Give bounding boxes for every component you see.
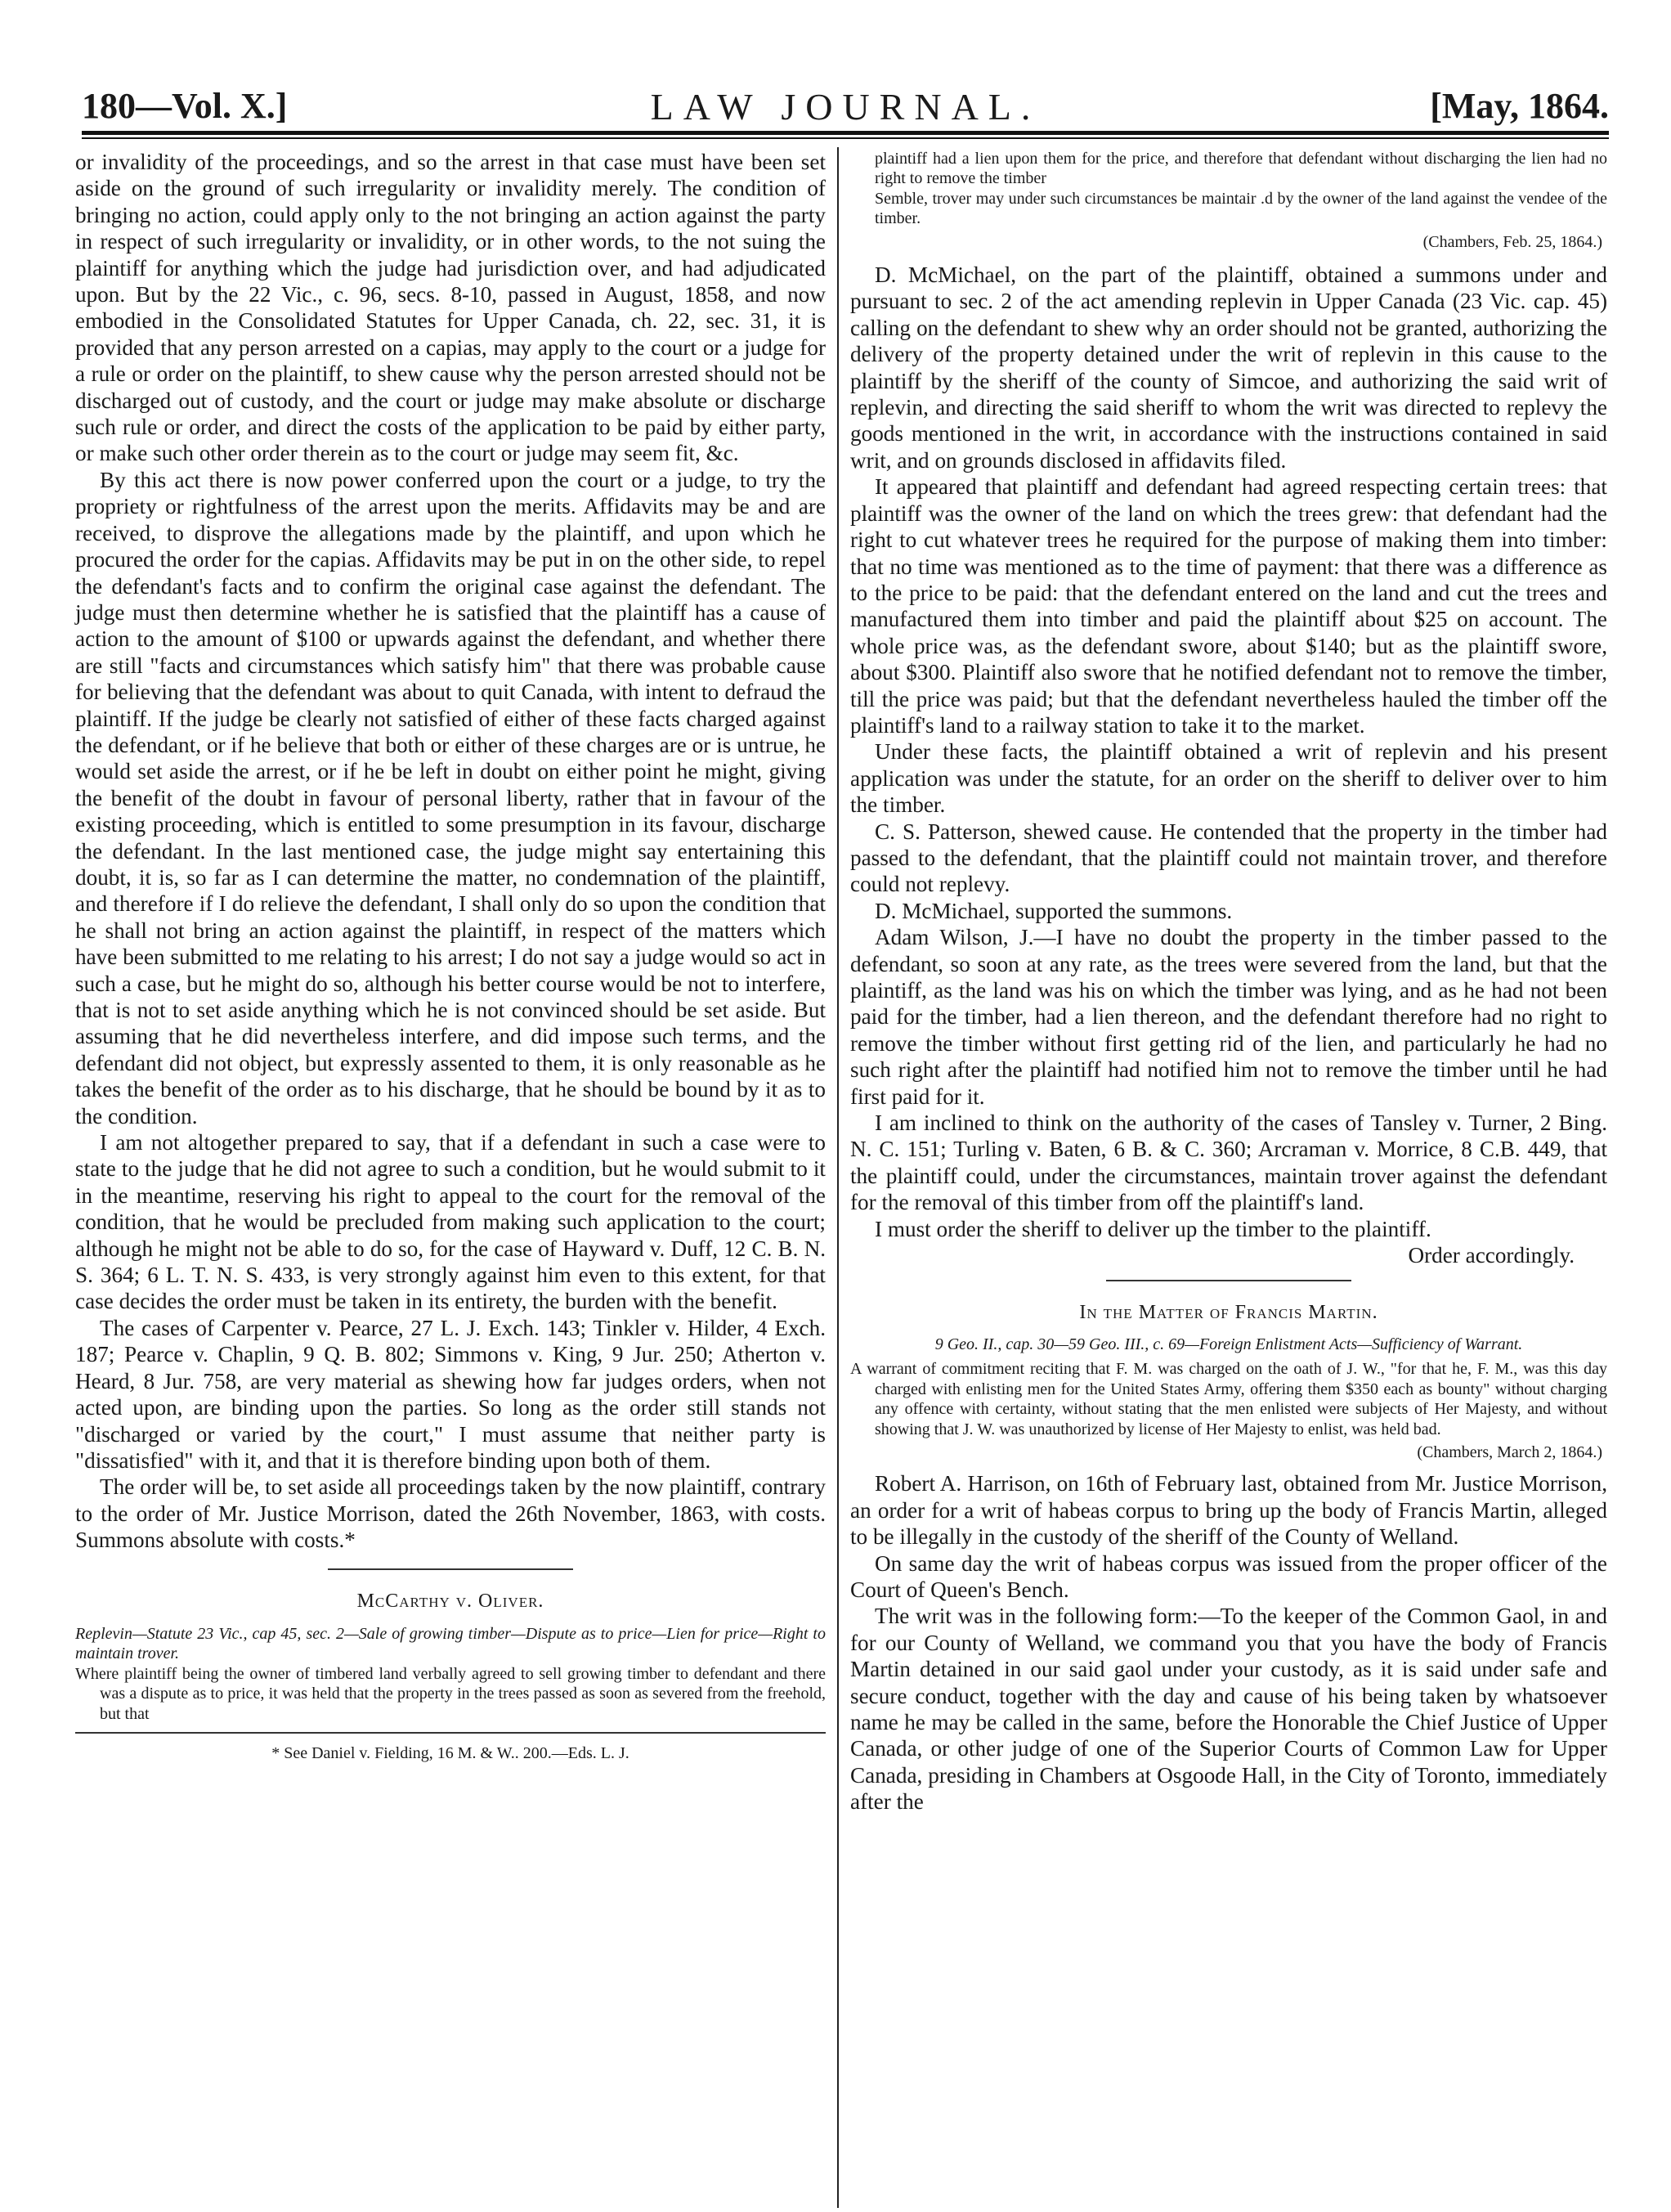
page-header	[82, 85, 1609, 134]
paragraph: By this act there is now power conferred upon the court or a judge, to try the propriety or rightfulness of the arrest upon the merits. Affidavits may be and are received, to disprove the allegations made by the plaintiff, and upon which he procured the order for the capias. Affidavits may be put in on the other side, to repel the defendant's facts and to confirm the original case against the defendant. The judge must then determine whether he is satisfied that the plaintiff has a cause of action to the amount of $100 or upwards against the defendant, and whether there are still "facts and circumstances which satisfy him" that there was probable cause for believing that the defendant was about to quit Canada, with intent to defraud the plaintiff. If the judge be clearly not satisfied of either of these facts charged against the defendant, or if he believe that both or either of these charges are or is untrue, he would set aside the arrest, or if he be left in doubt on either point he might, giving the benefit of the doubt in favour of personal liberty, rather that in favour of the existing proceeding, which is entitled to some presumption in its favour, discharge the defendant. In the last mentioned case, the judge might say entertaining this doubt, it is, so far as I can determine the matter, no condemnation of the plaintiff, and therefore if I do relieve the defendant, I shall only do so upon the condition that he shall not bring an action against the plaintiff, in respect of the matters which have been submitted to me relating to his arrest; I do not say a judge would so act in such a case, but he might do so, although his better course would be not to interfere, that is not to set aside anything which he is not convinced should be set aside. But assuming that he did nevertheless interfere, and did impose such terms, and the defendant did not object, but expressly assented to them, it is only reasonable as he takes the benefit of the order as to his discharge, that he should be bound by it as to the condition.	[75, 467, 826, 1128]
case-date: (Chambers, March 2, 1864.)	[1417, 1443, 1602, 1461]
case-syllabus: Where plaintiff being the owner of timbered land verbally agreed to sell growing timber to defendant and there was a dispute as to price, it was held that the property in the trees passed as soon as severed from the freehold, but that	[75, 1664, 826, 1723]
journal-title: LAW JOURNAL.	[650, 86, 1041, 128]
case-syllabus: A warrant of commitment reciting that F. M. was charged on the oath of J. W., "for that he, F. M., was this day charged with enlisting men for the United States Army, offering them $350 each as bounty" without charging any offence with certainty, without stating that the men enlisted were subjects of Her Majesty, and without showing that J. W. was unauthorized by license of Her Majesty to enlist, was held bad.	[850, 1360, 1607, 1438]
paragraph: I am inclined to think on the authority of the cases of Tansley v. Turner, 2 Bing. N. C. 151; Turling v. Baten, 6 B. & C. 360; Arcraman v. Morrice, 8 C.B. 449, that the plaintiff could, under the circumstances, maintain trover against the defendant for the removal of this timber from off the plaintiff's land.	[850, 1110, 1607, 1215]
case-date: (Chambers, Feb. 25, 1864.)	[1422, 232, 1602, 251]
paragraph: On same day the writ of habeas corpus was issued from the proper officer of the Court of Queen's Bench.	[850, 1550, 1607, 1602]
paragraph: The writ was in the following form:—To the keeper of the Common Gaol, in and for our County of Welland, we command you that you have the body of Francis Martin detained in our said gaol under your custody, as it is said under safe and secure conduct, together with the day and cause of his being taken by whatsoever name he may be called in the same, before the Honorable the Chief Justice of Upper Canada, or other judge of one of the Superior Courts of Common Law for Upper Canada, presiding in Chambers at Osgoode Hall, in the City of Toronto, immediately after the	[850, 1604, 1607, 1815]
order-line: Order accordingly.	[1408, 1243, 1575, 1268]
paragraph: The order will be, to set aside all proceedings taken by the now plaintiff, contrary to the order of Mr. Justice Morrison, dated the 26th November, 1863, with costs. Summons absolute with costs.*	[75, 1474, 826, 1553]
paragraph: I must order the sheriff to deliver up the timber to the plaintiff.	[875, 1216, 1431, 1241]
case-headnote: Replevin—Statute 23 Vic., cap 45, sec. 2—Sale of growing timber—Dispute as to price—Lien for price—Right to maintain trover.	[75, 1624, 826, 1663]
right-column	[850, 149, 1607, 1815]
footnote-rule	[75, 1732, 826, 1734]
paragraph: I am not altogether prepared to say, that if a defendant in such a case were to state to the judge that he did not agree to such a condition, but he would submit to it in the meantime, reserving his right to appeal to the court for the removal of the condition, that he would be precluded from making such application to the court; although he might not be able to do so, for the case of Hayward v. Duff, 12 C. B. N. S. 364; 6 L. T. N. S. 433, is very strongly against him even to this extent, for that case decides the order must be taken in its entirety, the burden with the benefit.	[75, 1130, 826, 1314]
paragraph: Adam Wilson, J.—I have no doubt the property in the timber passed to the defendant, so soon at any rate, as the trees were severed from the land, but that the plaintiff, as the land was his on which the timber was lying, and as he had not been paid for the timber, had a lien thereon, and the defendant therefore had no right to remove the timber without first getting rid of the lien, and particularly he had no such right after the plaintiff had notified him not to remove the timber until he had first paid for it.	[850, 925, 1607, 1109]
left-column	[75, 149, 826, 1766]
page-volume: 180—Vol. X.]	[82, 86, 288, 126]
case-syllabus-continued: plaintiff had a lien upon them for the price, and therefore that defendant without discharging the lien had no right to remove the timber	[875, 150, 1607, 188]
case-headnote: 9 Geo. II., cap. 30—59 Geo. III., c. 69—Foreign Enlistment Acts—Sufficiency of Warrant.	[934, 1335, 1523, 1353]
footnote: * See Daniel v. Fielding, 16 M. & W.. 200.—Eds. L. J.	[271, 1743, 629, 1762]
header-rule	[82, 131, 1609, 135]
section-rule	[1106, 1280, 1351, 1281]
paragraph: D. McMichael, on the part of the plaintiff, obtained a summons under and pursuant to sec. 2 of the act amending replevin in Upper Canada (23 Vic. cap. 45) calling on the defendant to shew why an order should not be granted, authorizing the delivery of the property detained under the writ of replevin in this cause to the plaintiff by the sheriff of the county of Simcoe, and authorizing the said writ of replevin, and directing the said sheriff to whom the writ was directed to replevy the goods mentioned in the writ, in accordance with the instructions contained in said writ, and on grounds disclosed in affidavits filed.	[850, 262, 1607, 473]
section-rule	[328, 1568, 573, 1570]
header-rule-thin	[82, 137, 1609, 139]
issue-date: [May, 1864.	[1430, 86, 1609, 126]
column-divider	[837, 147, 839, 2208]
paragraph: It appeared that plaintiff and defendant had agreed respecting certain trees: that plaintiff was the owner of the land on which the trees grew: that defendant had the right to cut whatever trees he required for the purpose of making them into timber: that no time was mentioned as to the time of payment: that there was a difference as to the price to be paid: that the defendant entered on the land and cut the trees and manufactured them into timber and paid the plaintiff about $25 on account. The whole price was, as the defendant swore, about $140; but as the plaintiff swore, about $300. Plaintiff also swore that he notified defendant not to remove the timber, till the price was paid; but that the defendant nevertheless hauled the timber off the plaintiff's land to a railway station to take it to the market.	[850, 474, 1607, 738]
paragraph: The cases of Carpenter v. Pearce, 27 L. J. Exch. 143; Tinkler v. Hilder, 4 Exch. 187; Pearce v. Chaplin, 9 Q. B. 802; Simmons v. King, 9 Jur. 250; Atherton v. Heard, 8 Jur. 758, are very material as shewing how far judges orders, when not acted upon, are binding upon the parties. So long as the order still stands not "discharged or varied by the court," I must assume that neither party is "dissatisfied" with it, and that it is therefore binding upon both of them.	[75, 1315, 826, 1473]
case-title: In the Matter of Francis Martin.	[1079, 1302, 1378, 1324]
semble-note: Semble, trover may under such circumstances be maintair .d by the owner of the land against the vendee of the timber.	[875, 189, 1607, 228]
paragraph: Robert A. Harrison, on 16th of February last, obtained from Mr. Justice Morrison, an order for a writ of habeas corpus to bring up the body of Francis Martin, alleged to be illegally in the custody of the sheriff of the County of Welland.	[850, 1471, 1607, 1550]
paragraph: C. S. Patterson, shewed cause. He contended that the property in the timber had passed to the defendant, that the plaintiff could not maintain trover, and therefore could not replevy.	[850, 819, 1607, 897]
paragraph: Under these facts, the plaintiff obtained a writ of replevin and his present application was under the statute, for an order on the sheriff to deliver over to him the timber.	[850, 739, 1607, 818]
paragraph: D. McMichael, supported the summons.	[875, 898, 1233, 923]
paragraph: or invalidity of the proceedings, and so the arrest in that case must have been set aside on the ground of such irregularity or invalidity merely. The condition of bringing no action, could apply only to the not bringing an action against the party in respect of such irregularity or invalidity, or in other words, to the not suing the plaintiff for anything which the judge had jurisdiction over, and had adjudicated upon. But by the 22 Vic., c. 96, secs. 8-10, passed in August, 1858, and now embodied in the Consolidated Statutes for Upper Canada, ch. 22, sec. 31, it is provided that any person arrested on a capias, may apply to the court or a judge for a rule or order on the plaintiff, to shew cause why the person arrested should not be discharged out of custody, and the court or judge may make absolute or discharge such rule or order, and direct the costs of the application to be paid by either party, or make such other order therein as to the court or judge may seem fit, &c.	[75, 150, 826, 466]
case-title: McCarthy v. Oliver.	[356, 1590, 544, 1612]
